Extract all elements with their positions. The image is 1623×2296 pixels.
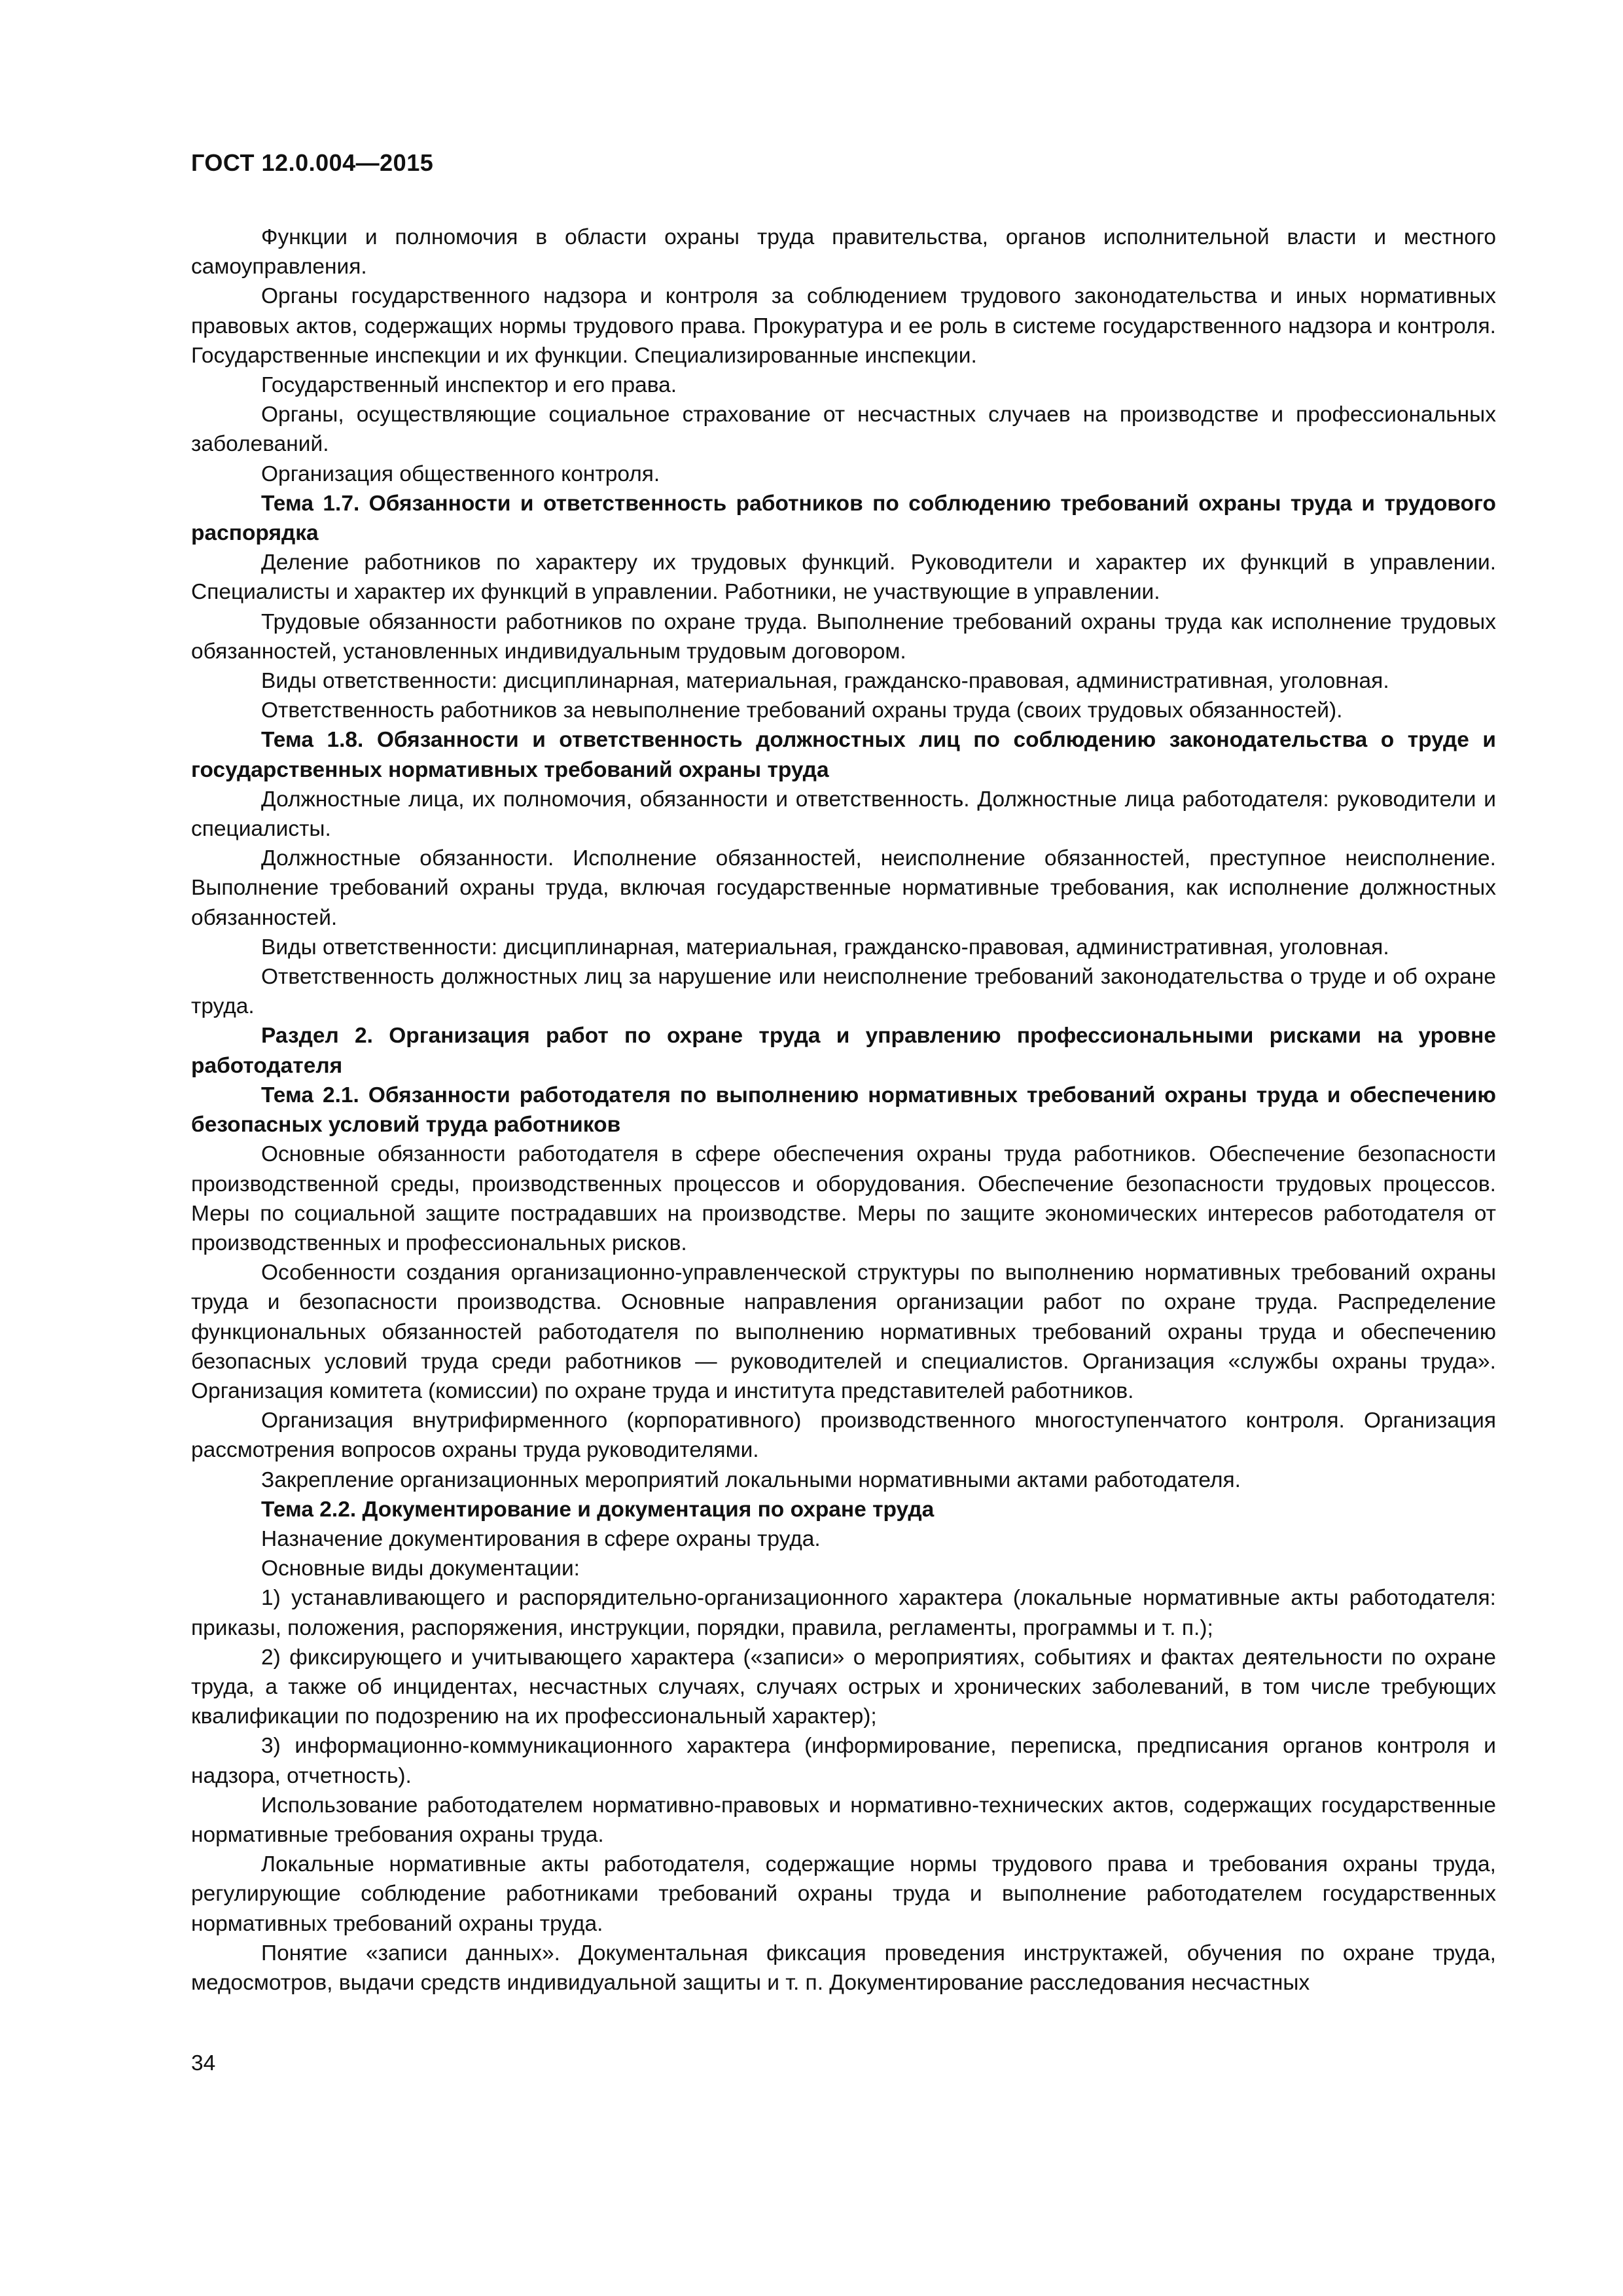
- section-heading: Тема 1.8. Обязанности и ответственность должностных лиц по соблюдению законодательства о труде и государственных нормативных требований охраны труда: [191, 728, 1496, 782]
- body-paragraph: 1) устанавливающего и распорядительно-организационного характера (локальные нормативные акты работодателя: приказы, положения, распоряжения, инструкции, порядки, правила, регламенты, программы и т. п.);: [191, 1586, 1496, 1640]
- body-paragraph: Особенности создания организационно-управленческой структуры по выполнению нормативных требований охраны труда и безопасности производства. Основные направления организации работ по охране труда. Распределение функциональных обязанностей работодателя по выполнению нормативных требований охраны труда и обеспечению безопасных условий труда среди работников — руководителей и специалистов. Организация «службы охраны труда». Организация комитета (комиссии) по охране труда и института представителей работников.: [191, 1261, 1496, 1403]
- body-paragraph: Органы государственного надзора и контроля за соблюдением трудового законодательства и иных нормативных правовых актов, содержащих нормы трудового права. Прокуратура и ее роль в системе государственного надзора и контроля. Государственные инспекции и их функции. Специализированные инспекции.: [191, 284, 1496, 368]
- body-paragraph: Ответственность должностных лиц за нарушение или неисполнение требований законодательства о труде и об охране труда.: [191, 965, 1496, 1019]
- body-paragraph: Должностные лица, их полномочия, обязанности и ответственность. Должностные лица работодателя: руководители и специалисты.: [191, 787, 1496, 842]
- body-paragraph: Виды ответственности: дисциплинарная, материальная, гражданско-правовая, административная, уголовная.: [261, 935, 1389, 960]
- body-paragraph: Понятие «записи данных». Документальная фиксация проведения инструктажей, обучения по охране труда, медосмотров, выдачи средств индивидуальной защиты и т. п. Документирование расследования несчастных: [191, 1941, 1496, 1995]
- body-paragraph: Организация общественного контроля.: [261, 461, 660, 486]
- document-body: [191, 223, 1496, 1998]
- body-paragraph: Функции и полномочия в области охраны труда правительства, органов исполнительной власти и местного самоуправления.: [191, 225, 1496, 279]
- body-paragraph: Органы, осуществляющие социальное страхование от несчастных случаев на производстве и профессиональных заболеваний.: [191, 403, 1496, 457]
- body-paragraph: Государственный инспектор и его права.: [261, 373, 677, 398]
- document-header-code: ГОСТ 12.0.004—2015: [191, 149, 434, 176]
- body-paragraph: Ответственность работников за невыполнение требований охраны труда (своих трудовых обязанностей).: [261, 698, 1343, 723]
- page-number: 34: [191, 2051, 216, 2075]
- body-paragraph: 2) фиксирующего и учитывающего характера («записи» о мероприятиях, событиях и фактах деятельности по охране труда, а также об инцидентах, несчастных случаях, случаях острых и хронических заболеваний, в том числе требующих квалификации по подозрению на их профессиональный характер);: [191, 1645, 1496, 1729]
- body-paragraph: Деление работников по характеру их трудовых функций. Руководители и характер их функций в управлении. Специалисты и характер их функций в управлении. Работники, не участвующие в управлении.: [191, 550, 1496, 605]
- body-paragraph: Основные виды документации:: [261, 1556, 580, 1581]
- body-paragraph: Закрепление организационных мероприятий локальными нормативными актами работодателя.: [261, 1467, 1241, 1492]
- body-paragraph: Назначение документирования в сфере охраны труда.: [261, 1526, 821, 1551]
- section-heading: Тема 2.2. Документирование и документация по охране труда: [261, 1497, 935, 1522]
- body-paragraph: Виды ответственности: дисциплинарная, материальная, гражданско-правовая, административная, уголовная.: [261, 669, 1389, 694]
- section-heading: Тема 1.7. Обязанности и ответственность работников по соблюдению требований охраны труда и трудового распорядка: [191, 491, 1496, 546]
- section-heading: Тема 2.1. Обязанности работодателя по выполнению нормативных требований охраны труда и обеспечению безопасных условий труда работников: [191, 1083, 1496, 1138]
- body-paragraph: Трудовые обязанности работников по охране труда. Выполнение требований охраны труда как исполнение трудовых обязанностей, установленных индивидуальным трудовым договором.: [191, 609, 1496, 664]
- body-paragraph: Локальные нормативные акты работодателя, содержащие нормы трудового права и требования охраны труда, регулирующие соблюдение работниками требований охраны труда и выполнение работодателем государственных нормативных требований охраны труда.: [191, 1852, 1496, 1936]
- body-paragraph: Использование работодателем нормативно-правовых и нормативно-технических актов, содержащих государственные нормативные требования охраны труда.: [191, 1793, 1496, 1847]
- body-paragraph: Должностные обязанности. Исполнение обязанностей, неисполнение обязанностей, преступное неисполнение. Выполнение требований охраны труда, включая государственные нормативные требования, как исполнение должностных обязанностей.: [191, 846, 1496, 930]
- body-paragraph: 3) информационно-коммуникационного характера (информирование, переписка, предписания органов контроля и надзора, отчетность).: [191, 1734, 1496, 1788]
- body-paragraph: Организация внутрифирменного (корпоративного) производственного многоступенчатого контроля. Организация рассмотрения вопросов охраны труда руководителями.: [191, 1408, 1496, 1463]
- body-paragraph: Основные обязанности работодателя в сфере обеспечения охраны труда работников. Обеспечение безопасности производственной среды, производственных процессов и оборудования. Обеспечение безопасности трудовых процессов. Меры по социальной защите пострадавших на производстве. Меры по защите экономических интересов работодателя от производственных и профессиональных рисков.: [191, 1142, 1496, 1255]
- section-heading: Раздел 2. Организация работ по охране труда и управлению профессиональными рисками на уровне работодателя: [191, 1024, 1496, 1078]
